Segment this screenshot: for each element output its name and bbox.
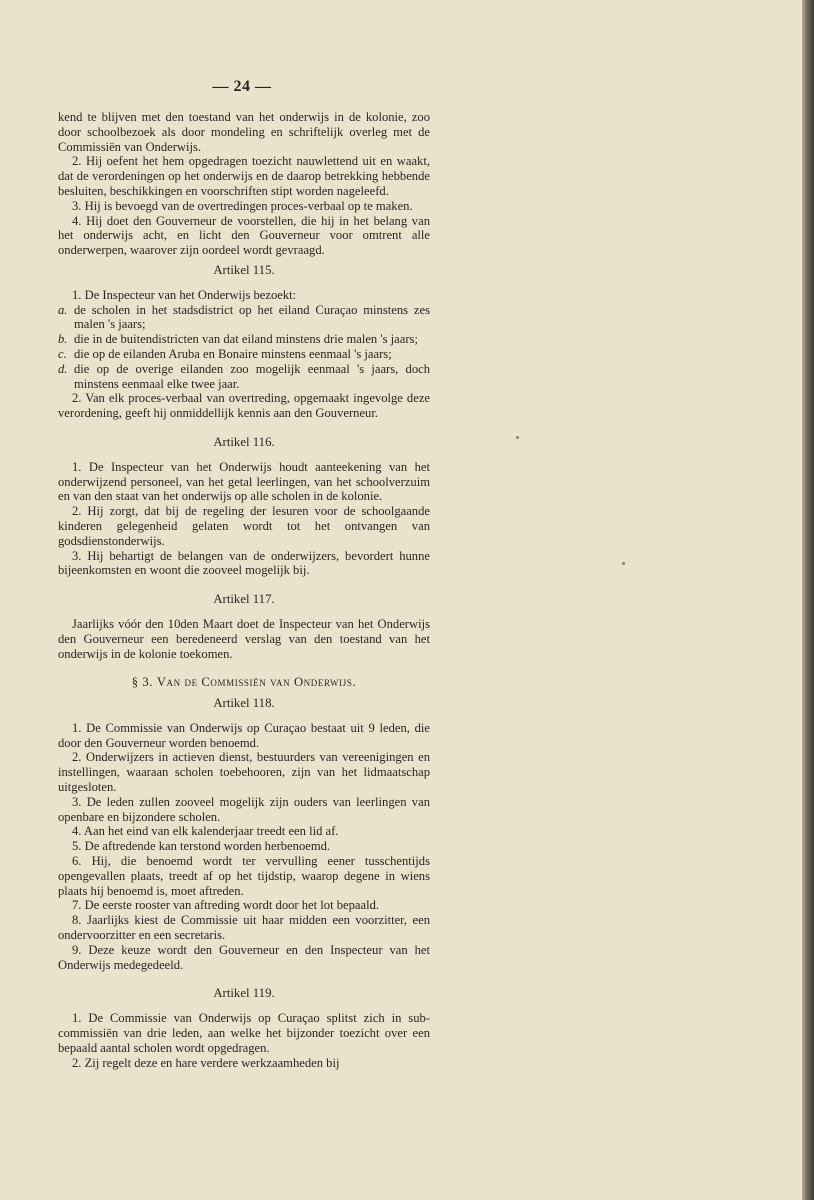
article-heading-119: Artikel 119.: [213, 986, 275, 1001]
paragraph: kend te blijven met den toestand van het onderwijs in de kolonie, zoo door schoolbezoek als door mondeling en schriftelijk overleg met de Commissiën van Onderwijs.: [58, 110, 430, 154]
paper-speck: [516, 436, 519, 439]
paragraph: 2. Hij zorgt, dat bij de regeling der lesuren voor de schoolgaande kinderen gelegenheid gelaten wordt tot het ontvangen van godsdienstonderwijs.: [58, 504, 430, 548]
paragraph: 3. Hij behartigt de belangen van de onderwijzers, bevordert hunne bijeenkomsten en woont die zooveel mogelijk bij.: [58, 548, 430, 578]
list-item: [58, 332, 430, 347]
paragraph: 2. Zij regelt deze en hare verdere werkzaamheden bij: [72, 1055, 340, 1070]
paragraph: 1. De Commissie van Onderwijs op Curaçao bestaat uit 9 leden, die door den Gouverneur worden benoemd.: [58, 720, 430, 750]
paragraph: 2. Van elk proces-verbaal van overtreding, opgemaakt ingevolge deze verordening, geeft hij onmiddellijk kennis aan den Gouverneur.: [58, 391, 430, 421]
paragraph: 5. De aftredende kan terstond worden herbenoemd.: [72, 839, 331, 854]
paragraph: 2. Onderwijzers in actieven dienst, bestuurders van vereenigingen en instellingen, waaraan scholen toebehooren, zijn van het lidmaatschap uitgesloten.: [58, 750, 430, 795]
article-heading-115: Artikel 115.: [213, 262, 275, 277]
paragraph: Jaarlijks vóór den 10den Maart doet de Inspecteur van het Onderwijs den Gouverneur een beredeneerd verslag van den toestand van het onderwijs in de kolonie toekomen.: [58, 616, 430, 661]
paragraph: 7. De eerste rooster van aftreding wordt door het lot bepaald.: [72, 898, 380, 913]
book-spine-shadow: [802, 0, 814, 1200]
list-item-text: die op de eilanden Aruba en Bonaire minstens eenmaal 's jaars;: [74, 346, 392, 361]
section-mark: § 3.: [131, 675, 154, 690]
article-heading-116: Artikel 116.: [213, 434, 275, 449]
list-marker: a.: [58, 302, 68, 317]
section-heading: [58, 675, 430, 690]
paragraph: 6. Hij, die benoemd wordt ter vervulling eener tusschentijds opengevallen plaats, treedt af op het tijdstip, waarop degene in wiens plaats hij benoemd is, moet aftreden.: [58, 854, 430, 898]
list-item: [58, 362, 430, 392]
paragraph: 2. Hij oefent het hem opgedragen toezicht nauwlettend uit en waakt, dat de verordeningen op het onderwijs en de daarop betrekking hebbende besluiten, beschikkingen en voorschriften stipt worden nageleefd.: [58, 154, 430, 198]
list-item: [58, 303, 430, 333]
paragraph: 3. Hij is bevoegd van de overtredingen proces-verbaal op te maken.: [72, 198, 413, 213]
paragraph: 1. De Inspecteur van het Onderwijs bezoekt:: [72, 287, 297, 302]
paragraph: 3. De leden zullen zooveel mogelijk zijn ouders van leerlingen van openbare en bijzondere scholen.: [58, 794, 430, 824]
list-item: [58, 347, 430, 362]
paragraph: 4. Aan het eind van elk kalenderjaar treedt een lid af.: [72, 824, 339, 839]
page-number: — 24 —: [212, 78, 272, 95]
list-item-text: de scholen in het stadsdistrict op het eiland Curaçao minstens zes malen 's jaars;: [74, 302, 430, 332]
body-text: [58, 110, 430, 1070]
paragraph: 9. Deze keuze wordt den Gouverneur en den Inspecteur van het Onderwijs medegedeeld.: [58, 942, 430, 972]
section-title: Van de Commissiën van Onderwijs.: [156, 675, 357, 690]
list-marker: c.: [58, 346, 67, 361]
paragraph: 1. De Commissie van Onderwijs op Curaçao splitst zich in sub-commissiën van drie leden, aan welke het bijzonder toezicht over een bepaald aantal scholen wordt opgedragen.: [58, 1011, 430, 1055]
list-marker: b.: [58, 332, 68, 347]
paper-speck: [622, 562, 625, 565]
article-heading-117: Artikel 117.: [213, 592, 275, 607]
paragraph: 4. Hij doet den Gouverneur de voorstellen, die hij in het belang van het onderwijs acht, en licht den Gouverneur voor omtrent alle onderwerpen, waarover zijn oordeel wordt gevraagd.: [58, 213, 430, 258]
paragraph: 8. Jaarlijks kiest de Commissie uit haar midden een voorzitter, een ondervoorzitter en een secretaris.: [58, 913, 430, 943]
list-item-text: die op de overige eilanden zoo mogelijk eenmaal 's jaars, doch minstens eenmaal elke twee jaar.: [74, 361, 430, 391]
paragraph: 1. De Inspecteur van het Onderwijs houdt aanteekening van het onderwijzend personeel, van het getal leerlingen, van het schoolverzuim en van den staat van het onderwijs op alle scholen in de kolonie.: [58, 459, 430, 504]
list-item-text: die in de buitendistricten van dat eiland minstens drie malen 's jaars;: [74, 332, 418, 347]
list-marker: d.: [58, 361, 68, 376]
article-heading-118: Artikel 118.: [213, 696, 275, 711]
